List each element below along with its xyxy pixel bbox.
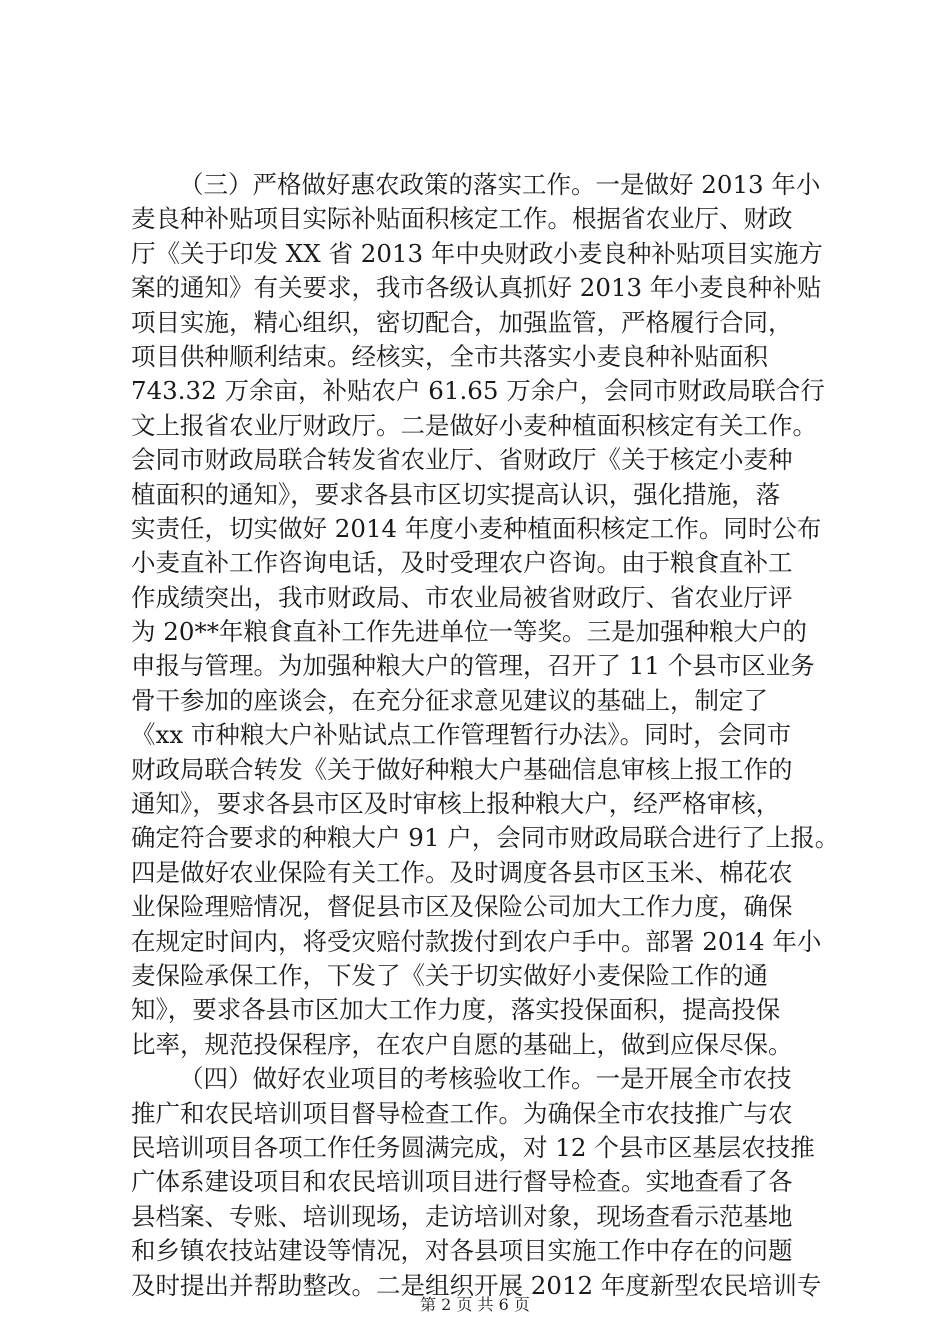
text-line: 厅《关于印发 XX 省 2013 年中央财政小麦良种补贴项目实施方 — [131, 238, 823, 268]
text-line: 财政局联合转发《关于做好种粮大户基础信息审核上报工作的 — [131, 754, 793, 784]
page-footer: 第 2 页 共 6 页 — [420, 1295, 530, 1314]
text-line: 项目实施，精心组织，密切配合，加强监管，严格履行合同， — [131, 307, 793, 337]
text-line: 业保险理赔情况，督促县市区及保险公司加大工作力度，确保 — [131, 892, 793, 922]
text-line: 推广和农民培训项目督导检查工作。为确保全市农技推广与农 — [131, 1098, 793, 1128]
text-line: 植面积的通知》，要求各县市区切实提高认识，强化措施，落 — [131, 479, 781, 509]
text-line: 县档案、专账、培训现场，走访培训对象，现场查看示范基地 — [131, 1201, 793, 1231]
text-line: 为 20**年粮食直补工作先进单位一等奖。三是加强种粮大户的 — [131, 617, 807, 647]
text-line: 项目供种顺利结束。经核实，全市共落实小麦良种补贴面积 — [131, 341, 768, 371]
text-line: 确定符合要求的种粮大户 91 户，会同市财政局联合进行了上报。 — [131, 823, 840, 853]
text-line: 小麦直补工作咨询电话，及时受理农户咨询。由于粮食直补工 — [131, 548, 793, 578]
text-line: 会同市财政局联合转发省农业厅、省财政厅《关于核定小麦种 — [131, 445, 793, 475]
text-line: 文上报省农业厅财政厅。二是做好小麦种植面积核定有关工作。 — [131, 410, 817, 440]
text-line: 在规定时间内，将受灾赔付款拨付到农户手中。部署 2014 年小 — [131, 926, 822, 956]
text-line: 四是做好农业保险有关工作。及时调度各县市区玉米、棉花农 — [131, 857, 793, 887]
text-line: 麦良种补贴项目实际补贴面积核定工作。根据省农业厅、财政 — [131, 204, 793, 234]
text-line: （四）做好农业项目的考核验收工作。一是开展全市农技 — [179, 1064, 792, 1094]
text-line: 骨干参加的座谈会，在充分征求意见建议的基础上，制定了 — [131, 685, 768, 715]
text-line: 麦保险承保工作，下发了《关于切实做好小麦保险工作的通 — [131, 960, 768, 990]
text-line: 案的通知》有关要求，我市各级认真抓好 2013 年小麦良种补贴 — [131, 273, 822, 303]
text-line: 知》，要求各县市区加大工作力度，落实投保面积，提高投保 — [131, 995, 781, 1025]
text-line: 比率，规范投保程序，在农户自愿的基础上，做到应保尽保。 — [131, 1029, 793, 1059]
text-line: 《xx 市种粮大户补贴试点工作管理暂行办法》。同时，会同市 — [131, 720, 792, 750]
text-line: 通知》，要求各县市区及时审核上报种粮大户，经严格审核， — [131, 789, 781, 819]
text-line: 和乡镇农技站建设等情况，对各县项目实施工作中存在的问题 — [131, 1236, 793, 1266]
text-line: （三）严格做好惠农政策的落实工作。一是做好 2013 年小 — [179, 170, 821, 199]
text-line: 民培训项目各项工作任务圆满完成，对 12 个县市区基层农技推 — [131, 1132, 815, 1162]
text-line: 实责任，切实做好 2014 年度小麦种植面积核定工作。同时公布 — [131, 513, 822, 543]
body-text — [131, 168, 840, 1303]
text-line: 及时提出并帮助整改。二是组织开展 2012 年度新型农民培训专 — [131, 1270, 822, 1300]
text-line: 作成绩突出，我市财政局、市农业局被省财政厅、省农业厅评 — [131, 582, 793, 612]
text-line: 743.32 万余亩，补贴农户 61.65 万余户，会同市财政局联合行 — [131, 376, 825, 406]
text-line: 申报与管理。为加强种粮大户的管理，召开了 11 个县市区业务 — [131, 651, 815, 681]
text-line: 广体系建设项目和农民培训项目进行督导检查。实地查看了各 — [131, 1167, 793, 1197]
